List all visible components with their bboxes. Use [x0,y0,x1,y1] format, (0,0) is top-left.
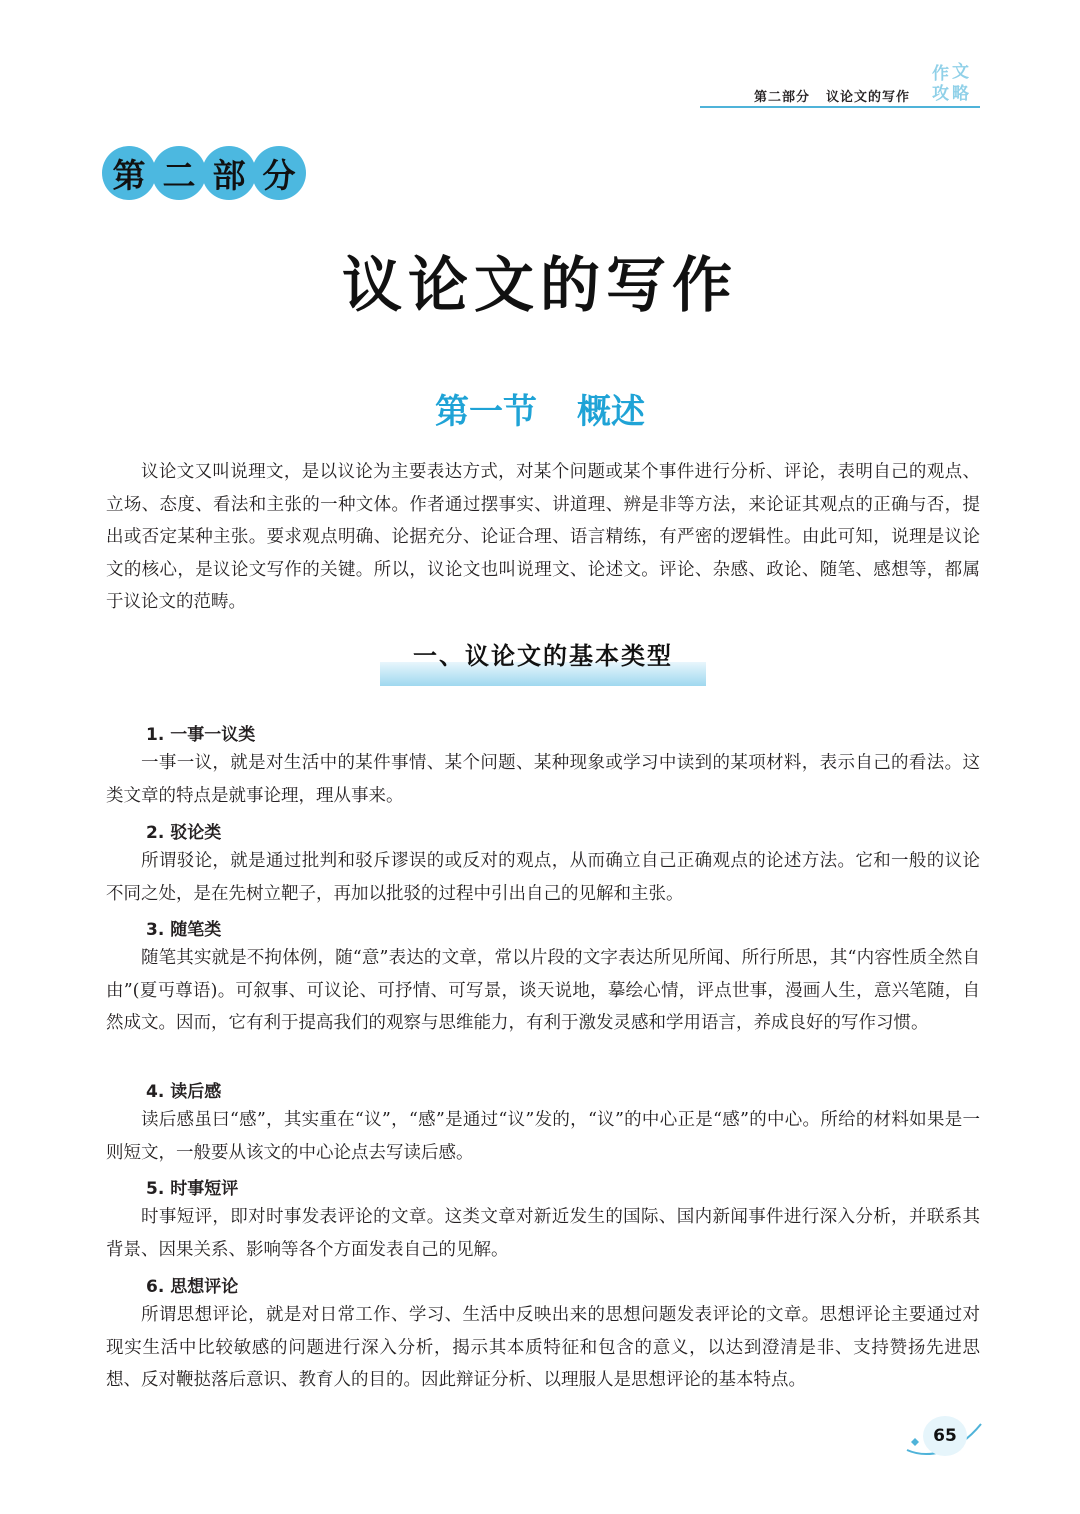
type-text-4: 读后感虽曰“感”，其实重在“议”，“感”是通过“议”发的，“议”的中心正是“感”的中心。所给的材料如果是一则短文，一般要从该文的中心论点去写读后感。 [106,1110,980,1163]
intro-paragraph: 议论文又叫说理文，是以议论为主要表达方式，对某个问题或某个事件进行分析、评论，表明自己的观点、立场、态度、看法和主张的一种文体。作者通过摆事实、讲道理、辨是非等方法，来论证其观点的正确与否，提出或否定某种主张。要求观点明确、论据充分、论证合理、语言精练，有严密的逻辑性。由此可知，说理是议论文的核心，是议论文写作的关键。所以，议论文也叫说理文、论述文。评论、杂感、政论、随笔、感想等，都属于议论文的范畴。 [106,462,980,612]
page-title: 议论文的写作 [342,251,738,321]
subsection-heading: 一、议论文的基本类型 [413,642,673,670]
logo-char-1: 作 [932,64,949,84]
book-logo [930,62,974,106]
type-heading-6: 6. 思想评论 [146,1277,239,1297]
part-badge-char-4: 分 [252,146,306,200]
page-number-block [905,1412,985,1460]
running-header [700,60,980,110]
section-name: 概述 [577,392,645,432]
header-part-label: 第二部分 [753,90,810,105]
logo-char-2: 文 [952,62,969,82]
type-text-6: 所谓思想评论，就是对日常工作、学习、生活中反映出来的思想问题发表评论的文章。思想评论主要通过对现实生活中比较敏感的问题进行深入分析，揭示其本质特征和包含的意义，以达到澄清是非、支持赞扬先进思想、反对鞭挞落后意识、教育人的目的。因此辩证分析、以理服人是思想评论的基本特点。 [106,1305,980,1390]
part-badge-char-3: 部 [202,146,256,200]
type-heading-4: 4. 读后感 [146,1082,222,1102]
type-text-5: 时事短评，即对时事发表评论的文章。这类文章对新近发生的国际、国内新闻事件进行深入分析，并联系其背景、因果关系、影响等各个方面发表自己的见解。 [106,1207,980,1260]
logo-char-3: 攻 [932,84,949,104]
type-heading-3: 3. 随笔类 [146,920,222,940]
header-divider [700,106,980,108]
part-badge-char-1: 第 [102,146,156,200]
part-badge [102,146,302,200]
type-heading-2: 2. 驳论类 [146,823,222,843]
type-text-1: 一事一议，就是对生活中的某件事情、某个问题、某种现象或学习中读到的某项材料，表示自己的看法。这类文章的特点是就事论理，理从事来。 [106,753,980,806]
header-chapter-label: 议论文的写作 [825,90,910,105]
type-heading-5: 5. 时事短评 [146,1179,239,1199]
section-number: 第一节 [435,392,537,432]
subsection-heading-block [380,632,706,686]
type-text-3: 随笔其实就是不拘体例，随“意”表达的文章，常以片段的文字表达所见所闻、所行所思，其“内容性质全然自由”(夏丏尊语)。可叙事、可议论、可抒情、可写景，谈天说地，摹绘心情，评点世事，漫画人生，意兴笔随，自然成文。因而，它有利于提高我们的观察与思维能力，有利于激发灵感和学用语言，养成良好的写作习惯。 [106,948,980,1033]
page-number: 65 [923,1416,967,1456]
logo-char-4: 略 [952,84,969,104]
type-heading-1: 1. 一事一议类 [146,725,256,745]
part-badge-char-2: 二 [152,146,206,200]
type-text-2: 所谓驳论，就是通过批判和驳斥谬误的或反对的观点，从而确立自己正确观点的论述方法。它和一般的议论不同之处，是在先树立靶子，再加以批驳的过程中引出自己的见解和主张。 [106,851,980,904]
section-title [0,384,1080,433]
running-header-text [754,86,910,105]
